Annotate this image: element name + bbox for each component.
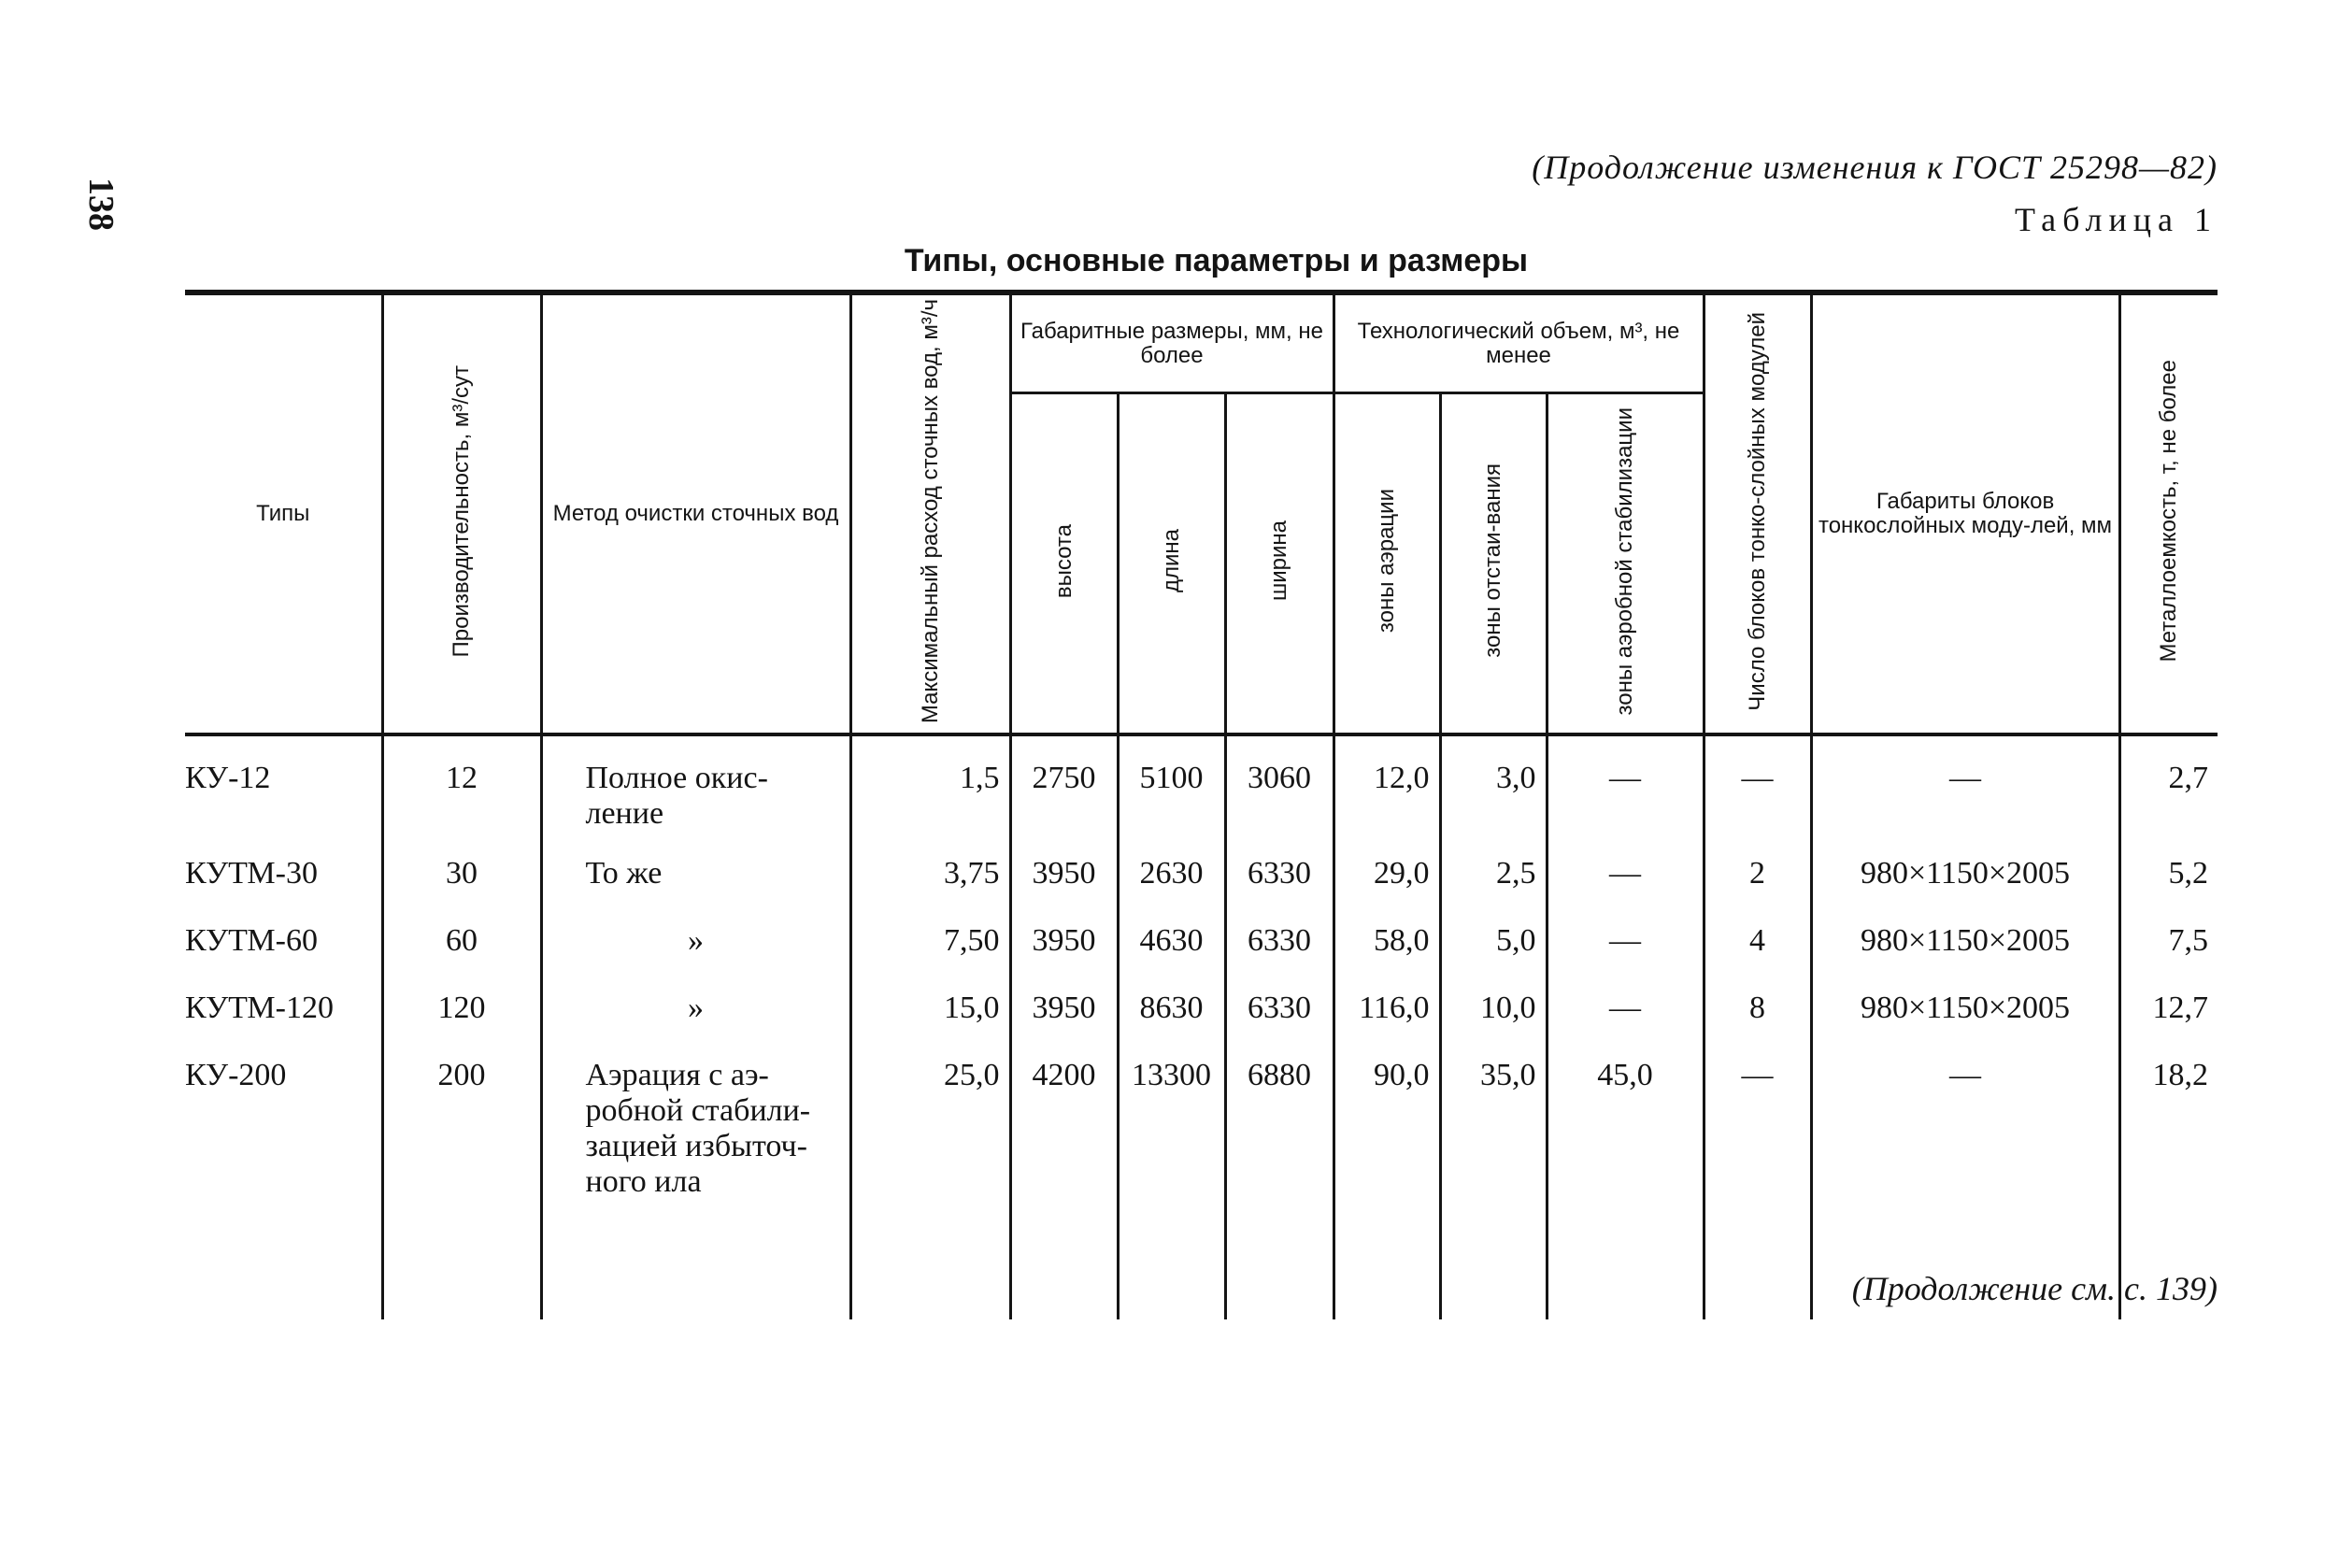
header-stabilization [1547,393,1704,734]
cell-type: КУТМ-30 [185,850,382,918]
parameters-table [185,290,2218,1319]
header-capacity-text: Производительность, м³/сут [449,364,474,658]
table-row [185,985,2218,1052]
cell-method: » [541,985,850,1052]
running-header: (Продолжение изменения к ГОСТ 25298—82) [1532,149,2218,186]
cell-height: 3950 [1010,918,1118,985]
cell-method: То же [541,850,850,918]
cell-height: 3950 [1010,850,1118,918]
cell-stabilization: — [1547,985,1704,1052]
cell-block-dims: — [1811,734,2119,850]
cell-settling: 2,5 [1440,850,1547,918]
cell-stabilization: — [1547,918,1704,985]
cell-aeration: 90,0 [1334,1052,1440,1319]
cell-capacity: 60 [382,918,541,985]
continuation-note: (Продолжение см. с. 139) [1851,1270,2218,1307]
table-row [185,850,2218,918]
cell-max-flow: 7,50 [850,918,1010,985]
table-label: Таблица 1 [2015,201,2218,238]
cell-type: КУ-200 [185,1052,382,1319]
cell-capacity: 30 [382,850,541,918]
table-row [185,734,2218,850]
header-aeration-text: зоны аэрации [1374,489,1399,634]
cell-length: 8630 [1118,985,1225,1052]
table-row [185,918,2218,985]
cell-block-dims: 980×1150×2005 [1811,918,2119,985]
header-width-text: ширина [1266,520,1291,602]
header-length [1118,393,1225,734]
cell-width: 6880 [1225,1052,1334,1319]
cell-type: КУТМ-60 [185,918,382,985]
header-max-flow [850,292,1010,734]
header-width [1225,393,1334,734]
cell-aeration: 12,0 [1334,734,1440,850]
cell-block-dims: 980×1150×2005 [1811,985,2119,1052]
cell-length: 4630 [1118,918,1225,985]
cell-max-flow: 3,75 [850,850,1010,918]
header-stabilization-text: зоны аэробной стабилизации [1612,406,1637,716]
header-types: Типы [185,292,382,734]
header-settling-text: зоны отстаи-вания [1480,463,1505,659]
header-dimensions-group: Габаритные размеры, мм, не более [1010,292,1334,393]
cell-type: КУТМ-120 [185,985,382,1052]
cell-aeration: 116,0 [1334,985,1440,1052]
cell-blocks: 4 [1704,918,1811,985]
cell-aeration: 29,0 [1334,850,1440,918]
cell-blocks: — [1704,1052,1811,1319]
header-volume-group: Технологический объем, м³, не менее [1334,292,1704,393]
header-blocks-count [1704,292,1811,734]
cell-max-flow: 1,5 [850,734,1010,850]
cell-capacity: 120 [382,985,541,1052]
cell-blocks: — [1704,734,1811,850]
page-number: 138 [81,178,121,231]
header-metal-text: Металлоемкость, т, не более [2156,360,2182,663]
header-blocks-count-text: Число блоков тонко-слойных модулей [1744,311,1770,711]
cell-metal: 2,7 [2119,734,2218,850]
cell-width: 6330 [1225,850,1334,918]
cell-method: Аэрация с аэ-робной стабили-зацией избыточ-ного ила [541,1052,850,1319]
header-height-text: высота [1050,523,1077,598]
header-length-text: длина [1158,529,1184,593]
cell-type: КУ-12 [185,734,382,850]
cell-settling: 5,0 [1440,918,1547,985]
cell-settling: 35,0 [1440,1052,1547,1319]
cell-width: 6330 [1225,918,1334,985]
cell-capacity: 200 [382,1052,541,1319]
cell-width: 3060 [1225,734,1334,850]
cell-stabilization: — [1547,734,1704,850]
header-settling [1440,393,1547,734]
cell-stabilization: 45,0 [1547,1052,1704,1319]
cell-metal: 12,7 [2119,985,2218,1052]
cell-max-flow: 25,0 [850,1052,1010,1319]
table-title: Типы, основные параметры и размеры [904,243,1529,278]
cell-metal: 7,5 [2119,918,2218,985]
header-max-flow-text: Максимальный расход сточных вод, м³/ч [917,299,943,724]
cell-stabilization: — [1547,850,1704,918]
header-aeration [1334,393,1440,734]
cell-block-dims: — [1811,1052,2119,1319]
cell-height: 3950 [1010,985,1118,1052]
cell-block-dims: 980×1150×2005 [1811,850,2119,918]
cell-length: 5100 [1118,734,1225,850]
cell-blocks: 2 [1704,850,1811,918]
cell-aeration: 58,0 [1334,918,1440,985]
cell-length: 13300 [1118,1052,1225,1319]
header-height [1010,393,1118,734]
cell-width: 6330 [1225,985,1334,1052]
cell-blocks: 8 [1704,985,1811,1052]
header-capacity [382,292,541,734]
cell-metal: 18,2 [2119,1052,2218,1319]
header-metal [2119,292,2218,734]
cell-height: 2750 [1010,734,1118,850]
cell-capacity: 12 [382,734,541,850]
table-title-wrap [0,243,2339,279]
cell-settling: 3,0 [1440,734,1547,850]
header-block-dims: Габариты блоков тонкослойных моду-лей, мм [1811,292,2119,734]
cell-height: 4200 [1010,1052,1118,1319]
cell-length: 2630 [1118,850,1225,918]
cell-method: Полное окис-ление [541,734,850,850]
cell-method: » [541,918,850,985]
cell-metal: 5,2 [2119,850,2218,918]
cell-max-flow: 15,0 [850,985,1010,1052]
cell-settling: 10,0 [1440,985,1547,1052]
header-method: Метод очистки сточных вод [541,292,850,734]
